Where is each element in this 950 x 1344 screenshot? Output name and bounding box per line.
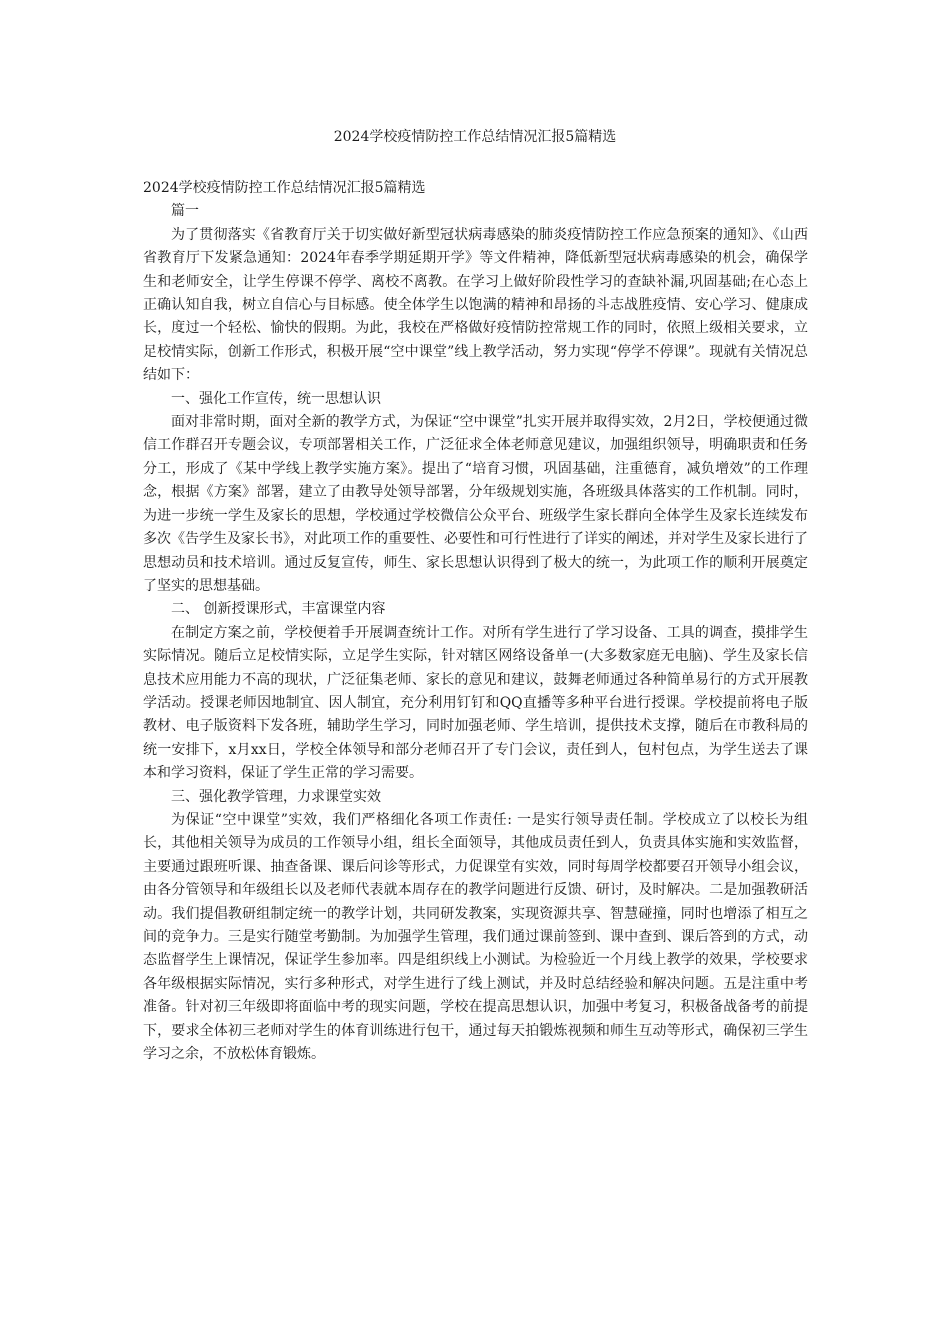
section-3-paragraph: 为保证“空中课堂”实效，我们严格细化各项工作责任: 一是实行领导责任制。学校成立了以校长为组长，其他相关领导为成员的工作领导小组，组长全面领导，其他成员责任到人，负责具体实施和实效监督，主要通过跟班听课、抽查备课、课后问诊等形式，力促课堂有实效，同时每周学校都要召开领导小组会议，由各分管领导和年级组长以及老师代表就本周存在的教学问题进行反馈、研讨，及时解决。二是加强教研活动。我们提倡教研组制定统一的教学计划，共同研发教案，实现资源共享、智慧碰撞，同时也增添了相互之间的竞争力。三是实行随堂考勤制。为加强学生管理，我们通过课前签到、课中查到、课后答到的方式，动态监督学生上课情况，保证学生参加率。四是组织线上小测试。为检验近一个月线上教学的效果，学校要求各年级根据实际情况，实行多种形式，对学生进行了线上测试，并及时总结经验和解决问题。五是注重中考准备。针对初三年级即将面临中考的现实问题，学校在提高思想认识，加强中考复习，积极备战备考的前提下，要求全体初三老师对学生的体育训练进行包干，通过每天拍锻炼视频和师生互动等形式，确保初三学生学习之余，不放松体育锻炼。 [143, 811, 808, 1063]
section-1-paragraph: 面对非常时期，面对全新的教学方式，为保证“空中课堂”扎实开展并取得实效，2月2日，学校便通过微信工作群召开专题会议，专项部署相关工作，广泛征求全体老师意见建议，加强组织领导，明确职责和任务分工，形成了《某中学线上教学实施方案》。提出了“培育习惯，巩固基础，注重德育，减负增效”的工作理念，根据《方案》部署，建立了由教导处领导部署，分年级规划实施，各班级具体落实的工作机制。同时，为进一步统一学生及家长的思想，学校通过学校微信公众平台、班级学生家长群向全体学生及家长连续发布多次《告学生及家长书》，对此项工作的重要性、必要性和可行性进行了详实的阐述，并对学生及家长进行了思想动员和技术培训。通过反复宣传，师生、家长思想认识得到了极大的统一，为此项工作的顺利开展奠定了坚实的思想基础。 [143, 414, 808, 594]
section-1-heading: 一、强化工作宣传，统一思想认识 [171, 390, 381, 407]
section-2-heading: 二、 创新授课形式，丰富课堂内容 [171, 601, 386, 618]
section-2-paragraph: 在制定方案之前，学校便着手开展调查统计工作。对所有学生进行了学习设备、工具的调查，摸排学生实际情况。随后立足校情实际，立足学生实际，针对辖区网络设备单一(大多数家庭无电脑)、学生及家长信息技术应用能力不高的现状，广泛征集老师、家长的意见和建议，鼓舞老师通过各种简单易行的方式开展教学活动。授课老师因地制宜、因人制宜，充分利用钉钉和QQ直播等多种平台进行授课。学校提前将电子版教材、电子版资料下发各班，辅助学生学习，同时加强老师、学生培训，提供技术支撑，随后在市教科局的统一安排下，x月xx日，学校全体领导和部分老师召开了专门会议，责任到人，包村包点，为学生送去了课本和学习资料，保证了学生正常的学习需要。 [143, 624, 808, 782]
part-label: 篇一 [171, 203, 199, 220]
intro-paragraph: 为了贯彻落实《省教育厅关于切实做好新型冠状病毒感染的肺炎疫情防控工作应急预案的通知》、《山西省教育厅下发紧急通知：2024年春季学期延期开学》等文件精神，降低新型冠状病毒感染的机会，确保学生和老师安全，让学生停课不停学、离校不离教。在学习上做好阶段性学习的查缺补漏,巩固基础;在心态上正确认知自我，树立自信心与目标感。使全体学生以饱满的精神和昂扬的斗志战胜疫情、安心学习、健康成长，度过一个轻松、愉快的假期。为此，我校在严格做好疫情防控常规工作的同时，依照上级相关要求，立足校情实际，创新工作形式，积极开展“空中课堂”线上教学活动，努力实现“停学不停课”。现就有关情况总结如下： [143, 226, 808, 384]
section-3-heading: 三、强化教学管理，力求课堂实效 [171, 788, 381, 805]
document-title: 2024学校疫情防控工作总结情况汇报5篇精选 [333, 129, 617, 145]
document-subtitle: 2024学校疫情防控工作总结情况汇报5篇精选 [143, 180, 426, 196]
document-body [143, 177, 808, 1066]
